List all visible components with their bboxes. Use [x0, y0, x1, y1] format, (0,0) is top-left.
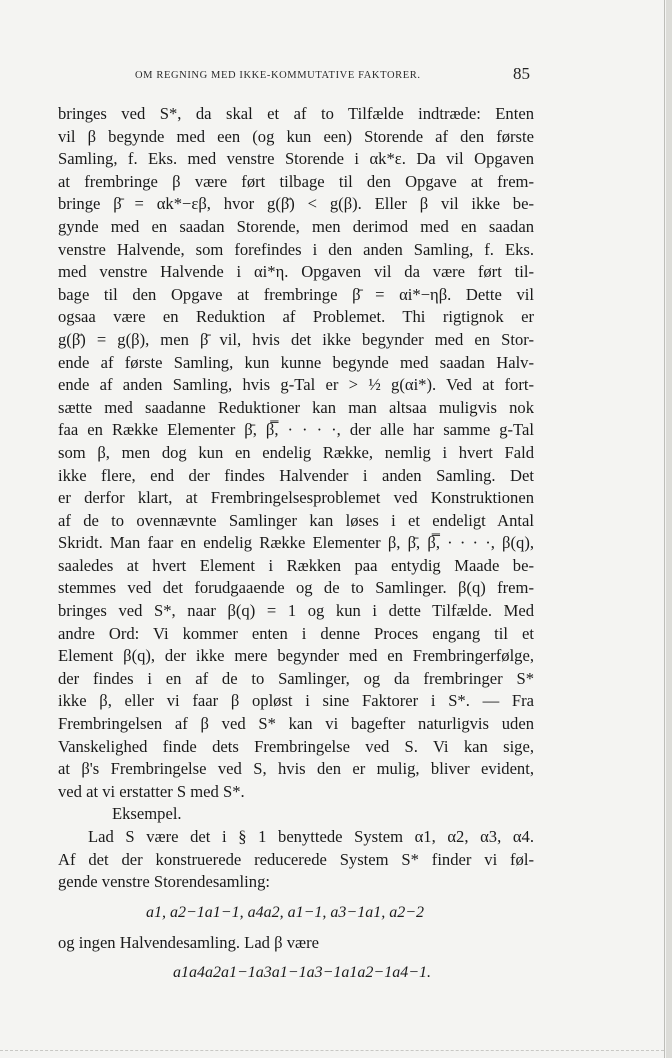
formula-beta: a1a4a2a1−1a3a1−1a3−1a1a2−1a4−1. — [173, 964, 431, 982]
text-line: der findes i en af de to Samlinger, og da frembringer S* — [58, 668, 534, 688]
text-line: Af det der konstruerede reducerede System S* finder vi føl- — [58, 849, 534, 869]
text-line: venstre Halvende, som forefindes i den anden Samling, f. Eks. — [58, 239, 534, 259]
text-line: faa en Række Elementer β̄, β̿, · · · ·, der alle har samme g-Tal — [58, 420, 534, 440]
text-line: Vanskelighed finde dets Frembringelse ved S. Vi kan sige, — [58, 736, 534, 756]
text-line: bage til den Opgave at frembringe β̄ = αi*−ηβ. Dette vil — [58, 284, 534, 304]
text-line: og ingen Halvendesamling. Lad β være — [58, 932, 319, 952]
text-line: stemmes ved det forudgaaende og de to Samlinger. β(q) frem- — [58, 578, 534, 598]
page-number: 85 — [513, 64, 530, 83]
text-line: Lad S være det i § 1 benyttede System α1, α2, α3, α4. — [88, 827, 534, 846]
text-line: bringes ved S*, da skal et af to Tilfælde indtræde: Enten — [58, 104, 534, 123]
text-line: gynde med en saadan Storende, men derimod med en saadan — [58, 216, 534, 236]
text-line: med venstre Halvende i αi*η. Opgaven vil da være ført til- — [58, 262, 534, 282]
text-line: bringe β̄ = αk*−εβ, hvor g(β̄) < g(β). Eller β vil ikke be- — [58, 194, 534, 214]
text-line: ikke flere, end der findes Halvender i anden Samling. Det — [58, 465, 534, 485]
text-line: ende af anden Samling, hvis g-Tal er > ½ g(αi*). Ved at fort- — [58, 375, 534, 395]
text-line: at β's Frembringelse ved S, hvis den er mulig, bliver evident, — [58, 759, 534, 779]
text-line: saaledes at hvert Element i Rækken paa entydig Maade be- — [58, 555, 534, 575]
text-line: Frembringelsen af β ved S* kan vi bagefter naturligvis uden — [58, 714, 534, 734]
scan-edge — [666, 0, 672, 1058]
text-line: Skridt. Man faar en endelig Række Elementer β, β̄, β̿, · · · ·, β(q), — [58, 533, 534, 553]
text-line: ved at vi erstatter S med S*. — [58, 781, 245, 801]
example-heading: Eksempel. — [112, 804, 182, 824]
text-line: Samling, f. Eks. med venstre Storende i αk*ε. Da vil Opgaven — [58, 149, 534, 169]
running-title: OM REGNING MED IKKE-KOMMUTATIVE FAKTORER. — [135, 70, 421, 81]
text-line: bringes ved S*, naar β(q) = 1 og kun i dette Tilfælde. Med — [58, 601, 534, 621]
text-line: som β, men dog kun en endelig Række, nemlig i hvert Fald — [58, 442, 534, 462]
text-line: ikke β, eller vi faar β opløst i sine Faktorer i S*. — Fra — [58, 691, 534, 711]
text-line: andre Ord: Vi kommer enten i denne Proces engang til et — [58, 623, 534, 643]
text-line: Element β(q), der ikke mere begynder med en Frembringerfølge, — [58, 646, 534, 666]
body-text — [58, 103, 534, 992]
formula-storende-samling: a1, a2−1a1−1, a4a2, a1−1, a3−1a1, a2−2 — [146, 903, 424, 921]
text-line: vil β begynde med een (og kun een) Storende af den første — [58, 126, 534, 146]
text-line: at frembringe β være ført tilbage til den Opgave at frem- — [58, 171, 534, 191]
text-line: g(β̄) = g(β), men β̄ vil, hvis det ikke begynder med en Stor- — [58, 329, 534, 349]
text-line: ogsaa være en Reduktion af Problemet. Thi rigtignok er — [58, 307, 534, 327]
text-line: af de to ovennævnte Samlinger kan løses i et endeligt Antal — [58, 510, 534, 530]
text-line: sætte med saadanne Reduktioner kan man altsaa muligvis nok — [58, 397, 534, 417]
text-line: gende venstre Storendesamling: — [58, 872, 270, 892]
bottom-edge — [0, 1050, 664, 1051]
text-line: ende af første Samling, kun kunne begynde med saadan Halv- — [58, 352, 534, 372]
text-line: er derfor klart, at Frembringelsesproblemet ved Konstruktionen — [58, 488, 534, 508]
